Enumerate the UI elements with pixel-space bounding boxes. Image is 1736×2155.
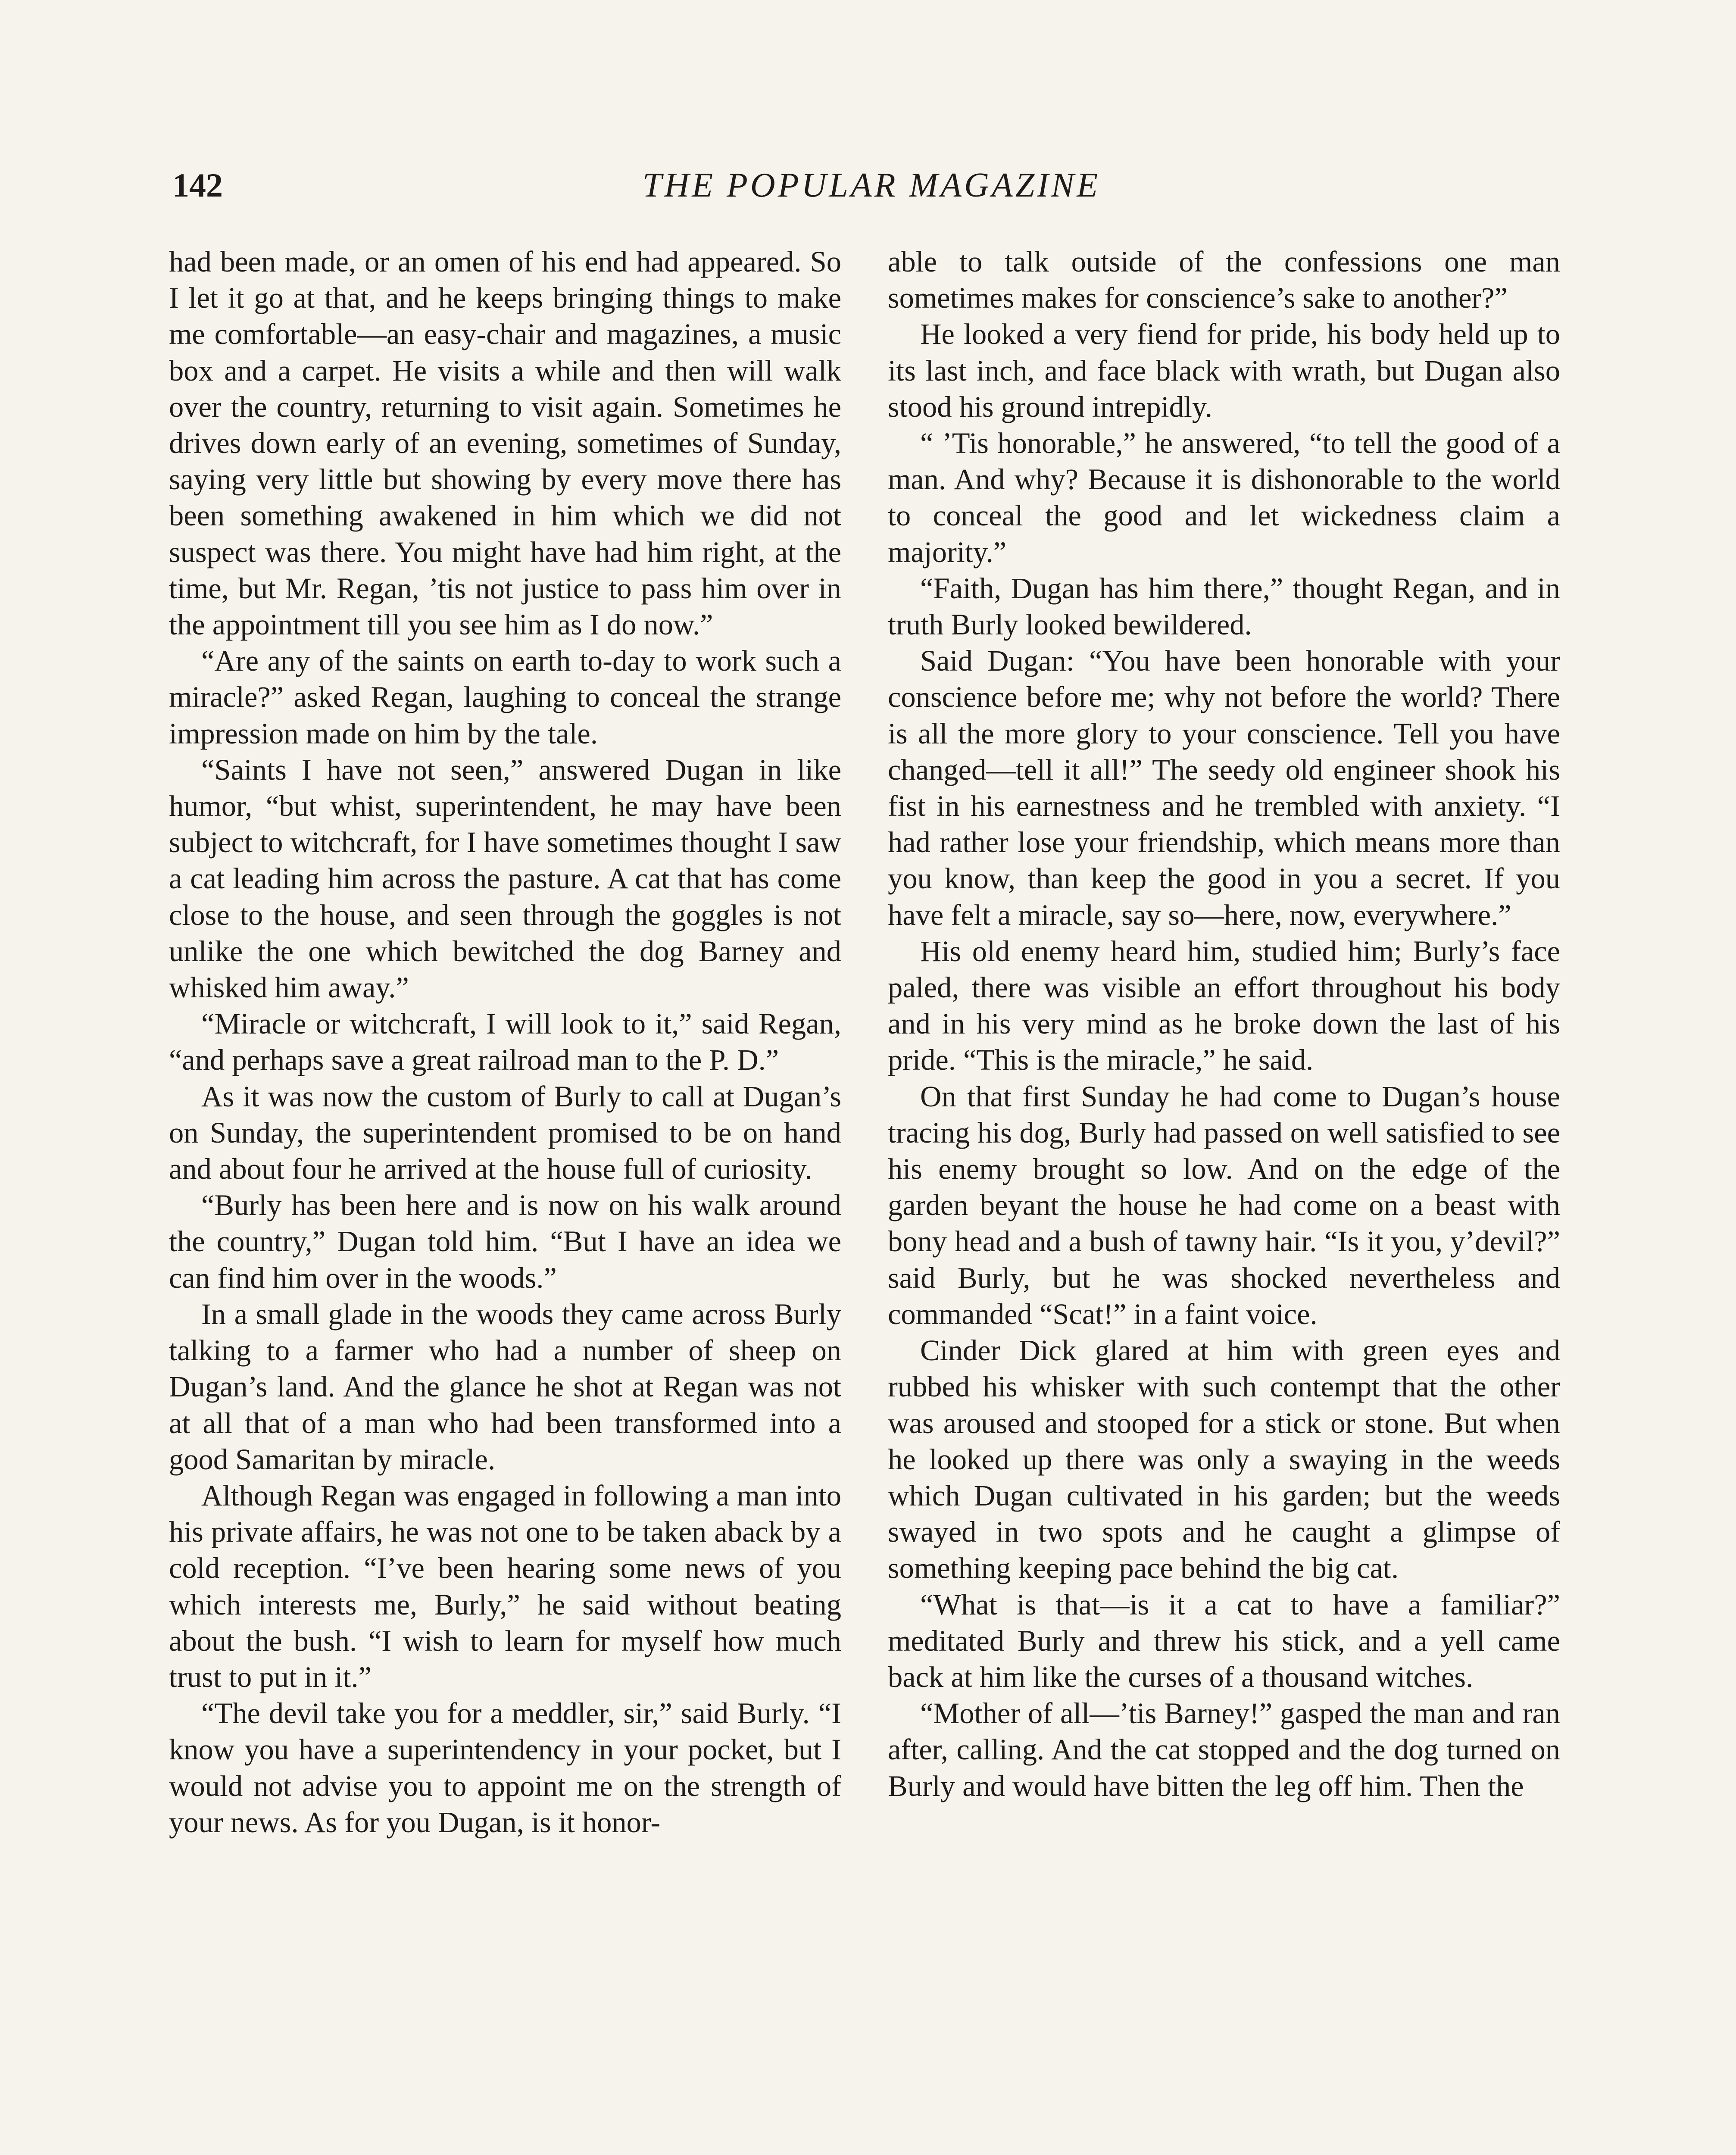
paragraph: Cinder Dick glared at him with green eyes and rubbed his whisker with such contempt that the other was aroused and stooped for a stick or stone. But when he looked up there was only a swaying in the weeds which Dugan cultivated in his garden; but the weeds swayed in two spots and he caught a glimpse of something keeping pace behind the big cat. [888,1334,1560,1585]
page-header [172,166,1571,213]
paragraph: Said Dugan: “You have been honorable with your conscience before me; why not before the world? There is all the more glory to your conscience. Tell you have changed—tell it all!” The seedy old engineer shook his fist in his earnestness and he trembled with anxiety. “I had rather lose your friendship, which means more than you know, than keep the good in you a secret. If you have felt a miracle, say so—here, now, everywhere.” [888,644,1560,931]
magazine-title: THE POPULAR MAGAZINE [642,166,1101,204]
paragraph: “Are any of the saints on earth to-day to work such a miracle?” asked Regan, laughing to conceal the strange impression made on him by the tale. [169,644,841,750]
paragraph: “The devil take you for a meddler, sir,” said Burly. “I know you have a superintendency in your pocket, but I would not advise you to appoint me on the strength of your news. As for you Dugan, is it honor- [169,1697,841,1839]
right-column [888,244,1560,1804]
paragraph: had been made, or an omen of his end had appeared. So I let it go at that, and he keeps bringing things to make me comfortable—an easy-chair and magazines, a music box and a carpet. He visits a while and then will walk over the country, returning to visit again. Sometimes he drives down early of an evening, sometimes of Sunday, saying very little but showing by every move there has been something awakened in him which we did not suspect was there. You might have had him right, at the time, but Mr. Regan, ’tis not justice to pass him over in the appointment till you see him as I do now.” [169,245,841,641]
paragraph: able to talk outside of the confessions one man sometimes makes for conscience’s sake to another?” [888,245,1560,315]
page-number: 142 [172,166,223,204]
paragraph: His old enemy heard him, studied him; Burly’s face paled, there was visible an effort throughout his body and in his very mind as he broke down the last of his pride. “This is the miracle,” he said. [888,934,1560,1077]
paragraph: “Mother of all—’tis Barney!” gasped the man and ran after, calling. And the cat stopped and the dog turned on Burly and would have bitten the leg off him. Then the [888,1697,1560,1802]
paragraph: “Saints I have not seen,” answered Dugan in like humor, “but whist, superintendent, he may have been subject to witchcraft, for I have sometimes thought I saw a cat leading him across the pasture. A cat that has come close to the house, and seen through the goggles is not unlike the one which bewitched the dog Barney and whisked him away.” [169,753,841,1004]
paragraph: “Miracle or witchcraft, I will look to it,” said Regan, “and perhaps save a great railroad man to the P. D.” [169,1007,841,1077]
paragraph: He looked a very fiend for pride, his body held up to its last inch, and face black with wrath, but Dugan also stood his ground intrepidly. [888,318,1560,423]
paragraph: “Faith, Dugan has him there,” thought Regan, and in truth Burly looked bewildered. [888,572,1560,641]
paragraph: “ ’Tis honorable,” he answered, “to tell the good of a man. And why? Because it is dishonorable to the world to conceal the good and let wickedness claim a majority.” [888,427,1560,568]
paragraph: Although Regan was engaged in following a man into his private affairs, he was not one to be taken aback by a cold reception. “I’ve been hearing some news of you which interests me, Burly,” he said without beating about the bush. “I wish to learn for myself how much trust to put in it.” [169,1479,841,1693]
paragraph: In a small glade in the woods they came across Burly talking to a farmer who had a number of sheep on Dugan’s land. And the glance he shot at Regan was not at all that of a man who had been transformed into a good Samaritan by miracle. [169,1297,841,1476]
paragraph: As it was now the custom of Burly to call at Dugan’s on Sunday, the superintendent promised to be on hand and about four he arrived at the house full of curiosity. [169,1080,841,1186]
paragraph: “Burly has been here and is now on his walk around the country,” Dugan told him. “But I have an idea we can find him over in the woods.” [169,1189,841,1294]
left-column [169,244,841,1840]
paragraph: On that first Sunday he had come to Dugan’s house tracing his dog, Burly had passed on well satisfied to see his enemy brought so low. And on the edge of the garden beyant the house he had come on a beast with bony head and a bush of tawny hair. “Is it you, y’devil?” said Burly, but he was shocked nevertheless and commanded “Scat!” in a faint voice. [888,1080,1560,1330]
paragraph: “What is that—is it a cat to have a familiar?” meditated Burly and threw his stick, and a yell came back at him like the curses of a thousand witches. [888,1588,1560,1693]
